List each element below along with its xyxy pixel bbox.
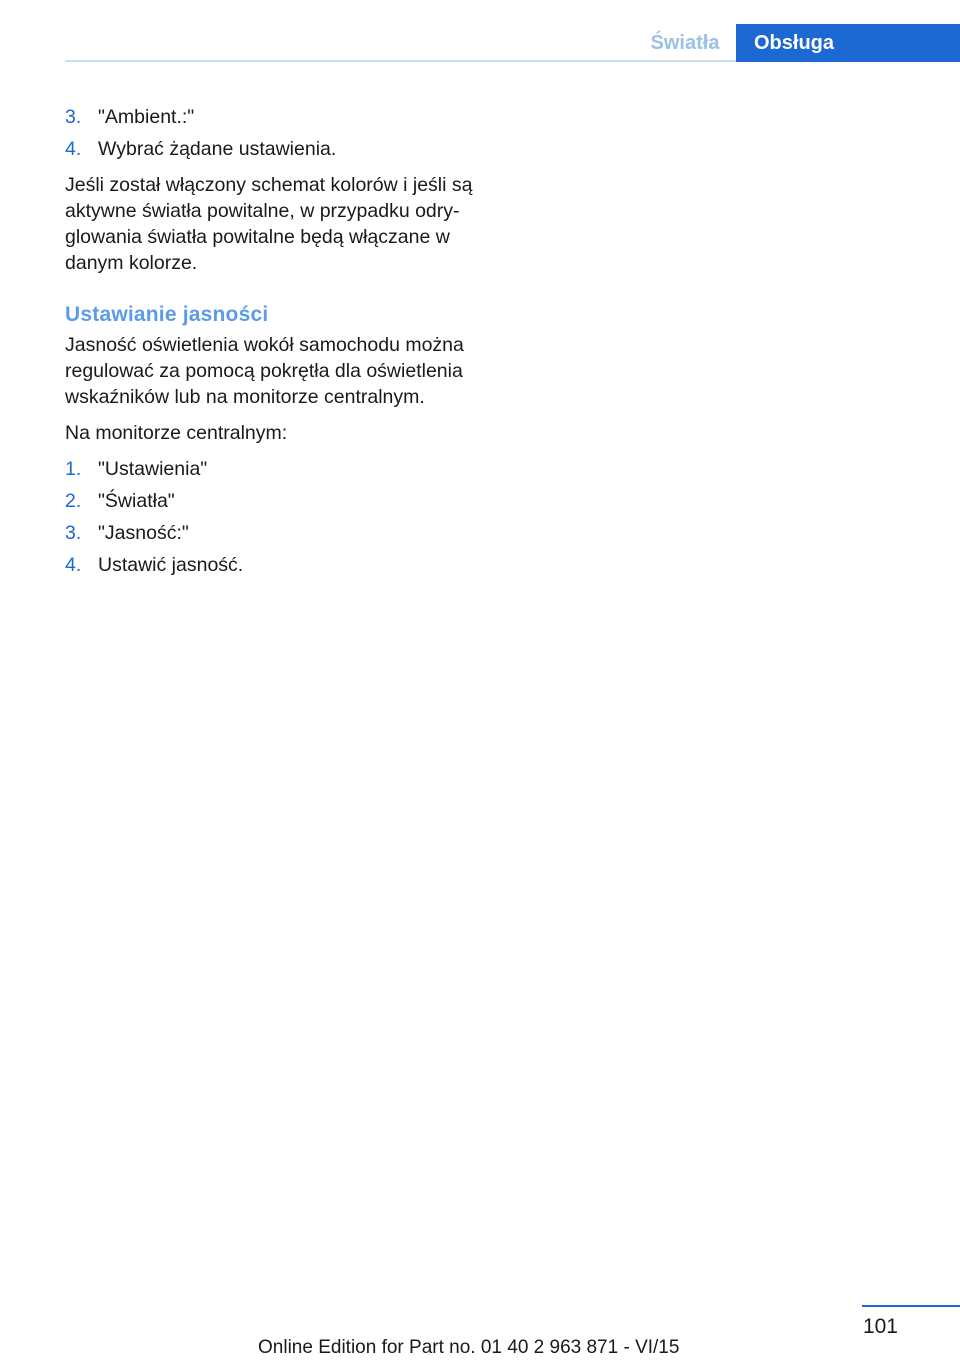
- list-text: "Ustawienia": [98, 458, 208, 480]
- edition-footer: Online Edition for Part no. 01 40 2 963 871 - VI/15: [258, 1337, 680, 1358]
- list-item: [65, 552, 495, 584]
- list-text: "Jasność:": [98, 522, 189, 544]
- paragraph-color-scheme: Jeśli został włączony schemat kolorów i jeśli są aktywne światła powitalne, w przypadku odryglowania światła powitalne będą włączane w danym kolorze.: [65, 174, 473, 274]
- list-item: [65, 520, 495, 552]
- section-heading: Ustawianie jasności: [65, 303, 269, 326]
- list-item: [65, 488, 495, 520]
- steps-list-a: [65, 104, 495, 168]
- section-tab[interactable]: Światła: [650, 31, 720, 54]
- list-number: 3.: [65, 522, 82, 544]
- list-number: 1.: [65, 458, 82, 480]
- paragraph-central-monitor: Na monitorze centralnym:: [65, 422, 288, 444]
- footer-divider: [862, 1305, 960, 1307]
- list-text: Wybrać żądane ustawienia.: [98, 138, 337, 160]
- list-item: [65, 456, 495, 488]
- page-number: 101: [862, 1315, 898, 1338]
- list-number: 4.: [65, 554, 82, 576]
- chapter-tab[interactable]: Obsługa: [736, 24, 960, 62]
- list-text: "Ambient.:": [98, 106, 195, 128]
- list-item: [65, 136, 495, 168]
- list-text: Ustawić jasność.: [98, 554, 244, 576]
- list-text: "Światła": [98, 490, 175, 512]
- list-item: [65, 104, 495, 136]
- list-number: 2.: [65, 490, 82, 512]
- page-content: [65, 104, 495, 584]
- paragraph-brightness: Jasność oświetlenia wokół samochodu można regulować za pomocą pokrętła dla oświetlenia wskaźników lub na monitorze centralnym.: [65, 334, 464, 408]
- list-number: 3.: [65, 106, 82, 128]
- steps-list-b: [65, 456, 495, 584]
- list-number: 4.: [65, 138, 82, 160]
